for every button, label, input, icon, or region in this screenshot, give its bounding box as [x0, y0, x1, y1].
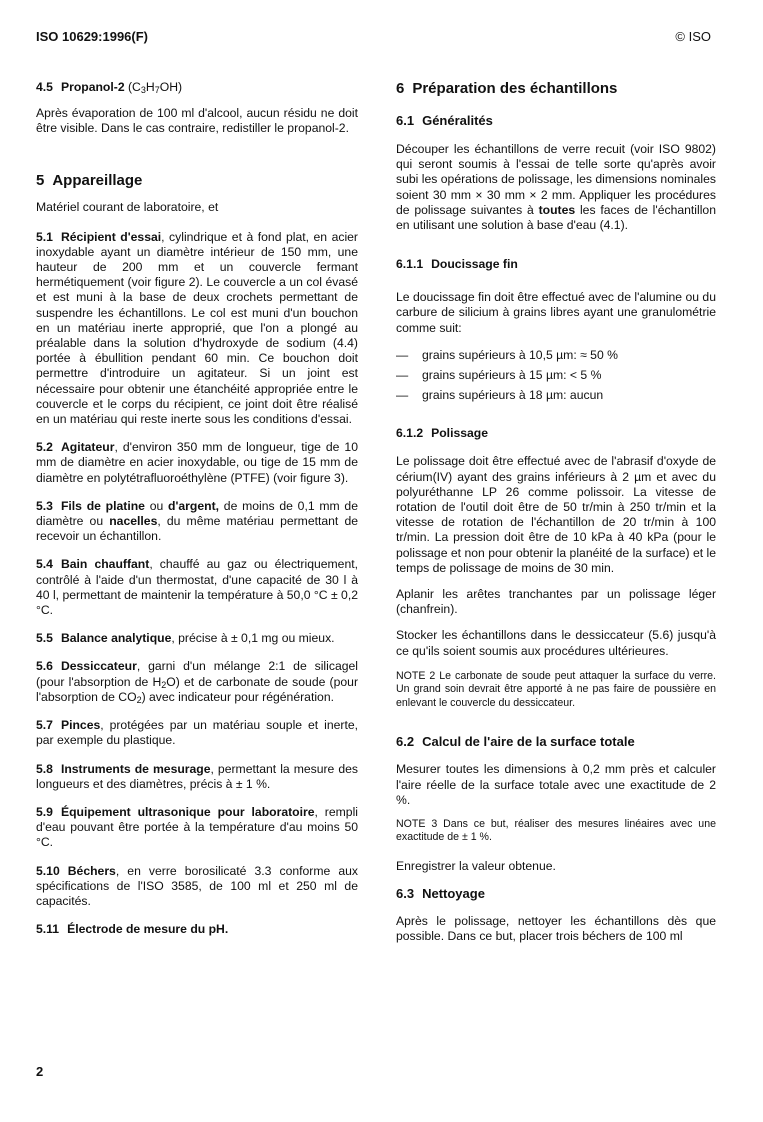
item-5-1: 5.1 Récipient d'essai, cylindrique et à fond plat, en acier inoxydable ayant un diamètre intérieur de 150 mm, une hauteur de 200 mm et un couvercle fermant hermétiquement (voir figure 2). Le couvercle a un col évasé et est muni à la base de deux crochets permettant de suspendre les échantillons. Le col est muni d'un bouchon en un matériau inerte approprié, que l'on a plongé au préalable dans la solution d'hydroxyde de sodium (4.4) portée à ébullition pendant 60 min. Ce bouchon doit permettre d'introduire un agitateur. Si un joint est nécessaire pour obtenir une étanchéité appropriée entre le couvercle et le corps du récipient, ce joint doit être réalisé en un matériau qui reste inerte sous les conditions d'essai. — [36, 229, 358, 427]
copyright-notice: © ISO — [675, 29, 711, 44]
section-6-heading: 6 Préparation des échantillons — [396, 80, 618, 97]
section-4-5-heading: 4.5 Propanol-2 $(C_3H_7OH)$ — [36, 80, 183, 95]
section-6-3-p1: Après le polissage, nettoyer les échantillons dès que possible. Dans ce but, placer trois béchers de 100 ml — [396, 914, 716, 944]
section-6-2-p1: Mesurer toutes les dimensions à 0,2 mm près et calculer l'aire réelle de la surface totale avec une exactitude de 2 %. — [396, 762, 716, 807]
list-item: — grains supérieurs à 15 µm: < 5 % — [396, 368, 602, 383]
right-column — [396, 80, 716, 945]
section-6-1-2-p1: Le polissage doit être effectué avec de l'abrasif d'oxyde de cérium(IV) ayant des grains inférieurs à 2 µm et avec du polyuréthanne LP 26 comme polissoir. La vitesse de rotation de l'outil doit être de 50 tr/min à 250 tr/min et la vitesse de rotation de l'échantillon de 20 tr/min à 100 tr/min. La pression doit être de 10 kPa à 40 kPa (pour le polissage et non pour obtenir la planéité de la surface) et le temps de polissage de moins de 30 min. — [396, 454, 716, 575]
section-6-2-p2: Enregistrer la valeur obtenue. — [396, 858, 556, 873]
item-5-8: 5.8 Instruments de mesurage, permettant la mesure des longueurs et des diamètres, précis à ± 1 %. — [36, 761, 358, 791]
item-5-7: 5.7 Pinces, protégées par un matériau souple et inerte, par exemple du plastique. — [36, 718, 358, 748]
page-number: 2 — [36, 1064, 44, 1079]
section-6-1-2-p3: Stocker les échantillons dans le dessiccateur (5.6) jusqu'à ce qu'ils soient soumis aux procédures ultérieures. — [396, 628, 716, 658]
document-id: ISO 10629:1996(F) — [36, 29, 149, 44]
item-5-4: 5.4 Bain chauffant, chauffé au gaz ou électriquement, contrôlé à l'aide d'un thermostat, d'une capacité de 30 l à 40 l, permettant de maintenir la température à 50,0 °C ± 0,2 °C. — [36, 557, 359, 618]
section-6-1-2-p2: Aplanir les arêtes tranchantes par un polissage léger (chanfrein). — [396, 587, 716, 617]
item-5-2: 5.2 Agitateur, d'environ 350 mm de longueur, tige de 10 mm de diamètre en acier inoxydable, ou tige de 15 mm de diamètre en polytétrafluoroéthylène (PTFE) (voir figure 3). — [36, 440, 358, 485]
note-2: NOTE 2 Le carbonate de soude peut attaquer la surface du verre. Un grand soin devrait être apporté à ne pas faire de poussière en enlevant le couvercle du dessiccateur. — [396, 669, 716, 709]
grain-size-list — [396, 348, 716, 404]
left-column — [36, 80, 358, 937]
section-6-1-heading: 6.1 Généralités — [396, 113, 493, 128]
note-3: NOTE 3 Dans ce but, réaliser des mesures linéaires avec une exactitude de ± 1 %. — [396, 817, 716, 844]
list-item: — grains supérieurs à 18 µm: aucun — [396, 388, 604, 403]
item-5-3: 5.3 Fils de platine ou d'argent, de moins de 0,1 mm de diamètre ou nacelles, du même matériau permettant de recevoir un échantillon. — [36, 498, 359, 544]
section-6-3-heading: 6.3 Nettoyage — [396, 886, 485, 902]
item-5-10: 5.10 Béchers, en verre borosilicaté 3.3 conforme aux spécifications de l'ISO 3585, de 100 ml et 250 ml de capacités. — [36, 863, 358, 908]
section-4-5-text: Après évaporation de 100 ml d'alcool, aucun résidu ne doit être visible. Dans le cas contraire, redistiller le propanol-2. — [36, 106, 358, 136]
item-5-5: 5.5 Balance analytique, précise à ± 0,1 mg ou mieux. — [36, 631, 335, 646]
section-5-intro: Matériel courant de laboratoire, et — [36, 200, 219, 215]
section-5-heading: 5 Appareillage — [36, 172, 143, 190]
section-6-1-1-text: Le doucissage fin doit être effectué avec de l'alumine ou du carbure de silicium à grains libres ayant une granulométrie comme suit: — [396, 290, 716, 335]
section-6-1-1-heading: 6.1.1 Doucissage fin — [396, 257, 518, 272]
list-item: — grains supérieurs à 10,5 µm: ≈ 50 % — [396, 347, 618, 362]
section-6-1-text: Découper les échantillons de verre recuit (voir ISO 9802) qui seront soumis à l'essai de telle sorte qu'après avoir subi les opérations de polissage, les dimensions nominales soient 30 mm × 30 mm × 2 mm. Appliquer les procédures de polissage suivantes à toutes les faces de l'échantillon en utilisant une solution à base d'eau (4.1). — [396, 142, 716, 233]
item-5-9: 5.9 Équipement ultrasonique pour laboratoire, rempli d'eau pouvant être portée à la température d'au moins 50 °C. — [36, 804, 358, 850]
section-6-2-heading: 6.2 Calcul de l'aire de la surface totale — [396, 734, 635, 750]
section-6-1-2-heading: 6.1.2 Polissage — [396, 426, 489, 441]
item-5-6: 5.6 Dessiccateur, garni d'un mélange 2:1 de silicagel (pour l'absorption de $H_2O$) et de carbonate de soude (pour l'absorption de $CO_2$) avec indicateur pour régénération. — [36, 659, 359, 705]
item-5-11: 5.11 Électrode de mesure du pH. — [36, 922, 229, 937]
